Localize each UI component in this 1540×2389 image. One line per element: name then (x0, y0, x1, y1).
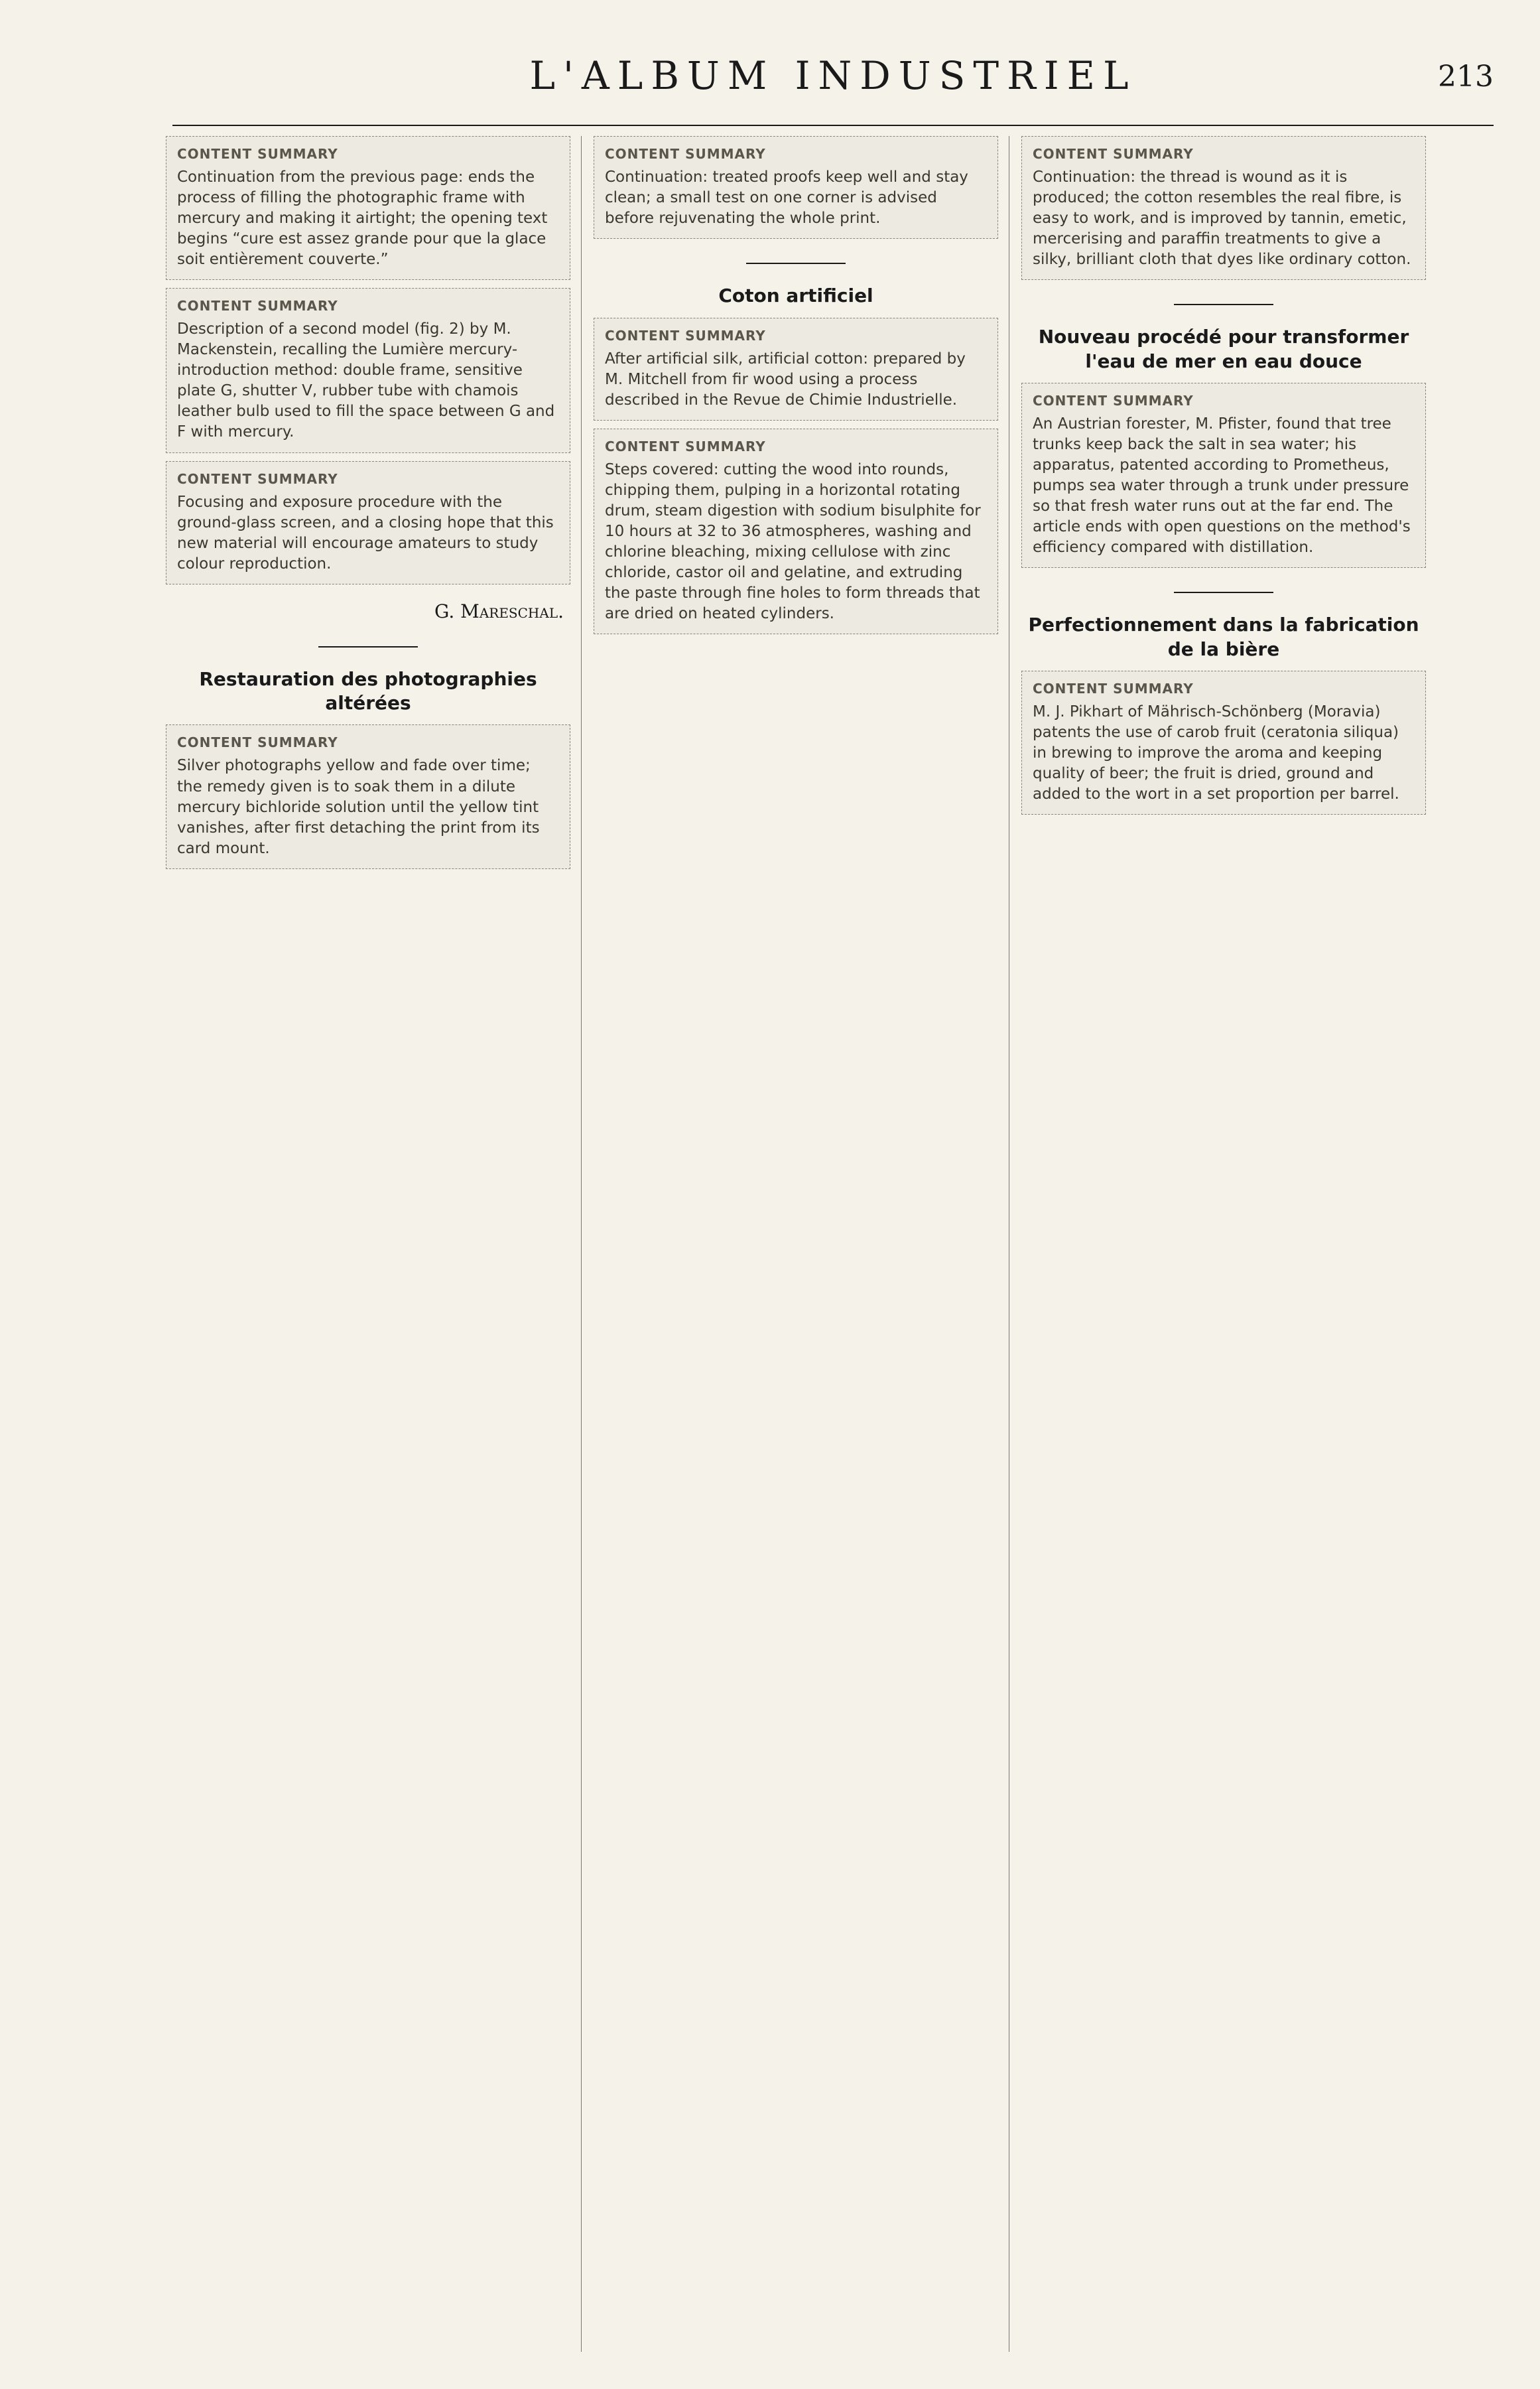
summary-tag: CONTENT SUMMARY (605, 327, 766, 344)
text-column-3 (1021, 136, 1426, 2352)
page-header (172, 46, 1494, 106)
summary-tag: CONTENT SUMMARY (605, 438, 766, 454)
section-divider (1174, 304, 1273, 305)
content-summary (166, 724, 570, 868)
article-title: Restauration des photographies altérées (199, 667, 537, 715)
section-divider (746, 263, 846, 264)
content-summary (594, 429, 998, 634)
content-summary (594, 136, 998, 239)
summary-text: M. J. Pikhart of Mährisch-Schönberg (Moravia) patents the use of carob fruit (ceratonia siliqua) in brewing to improve the aroma and keeping quality of beer; the fruit is dried, ground and added to the wort in a set proportion per barrel. (1033, 703, 1399, 803)
page-number: 213 (1438, 60, 1494, 94)
content-summary (166, 288, 570, 452)
article-signature: G. Mareschal. (434, 600, 564, 622)
content-summary (166, 136, 570, 280)
text-column-2 (594, 136, 998, 2352)
summary-text: Continuation: the thread is wound as it is produced; the cotton resembles the real fibre, is easy to work, and is improved by tannin, emetic, mercerising and paraffin treatments to give a silky, brilliant cloth that dyes like ordinary cotton. (1033, 169, 1411, 269)
content-summary (1021, 671, 1426, 815)
header-rule (172, 125, 1494, 126)
running-title: L'ALBUM INDUSTRIEL (529, 53, 1137, 98)
article-title: Perfectionnement dans la fabrication de la bière (1028, 614, 1419, 660)
summary-text: Description of a second model (fig. 2) by M. Mackenstein, recalling the Lumière mercury-introduction method: double frame, sensitive plate G, shutter V, rubber tube with chamois leather bulb used to fill the space between G and F with mercury. (177, 320, 555, 441)
content-summary (594, 318, 998, 421)
section-divider (1174, 592, 1273, 593)
content-summary (166, 461, 570, 584)
summary-text: An Austrian forester, M. Pfister, found that tree trunks keep back the salt in sea water; his apparatus, patented according to Prometheus, pumps sea water through a trunk under pressure so that fresh water runs out at the far end. The article ends with open questions on the method's efficiency compared with distillation. (1033, 415, 1411, 557)
text-column-1 (166, 136, 570, 2352)
content-summary (1021, 136, 1426, 280)
summary-tag: CONTENT SUMMARY (1033, 146, 1194, 162)
summary-tag: CONTENT SUMMARY (1033, 393, 1194, 409)
article-title: Coton artificiel (718, 285, 873, 307)
summary-text: Focusing and exposure procedure with the ground-glass screen, and a closing hope that this new material will encourage amateurs to study colour reproduction. (177, 493, 554, 573)
summary-tag: CONTENT SUMMARY (177, 146, 338, 162)
summary-text: Silver photographs yellow and fade over time; the remedy given is to soak them in a dilute mercury bichloride solution until the yellow tint vanishes, after first detaching the print from its card mount. (177, 757, 540, 857)
section-divider (318, 646, 418, 648)
summary-tag: CONTENT SUMMARY (177, 734, 338, 751)
summary-tag: CONTENT SUMMARY (177, 298, 338, 314)
summary-tag: CONTENT SUMMARY (605, 146, 766, 162)
summary-tag: CONTENT SUMMARY (1033, 681, 1194, 697)
column-separator (581, 136, 582, 2352)
summary-text: Continuation: treated proofs keep well and stay clean; a small test on one corner is advised before rejuvenating the whole print. (605, 169, 968, 228)
summary-tag: CONTENT SUMMARY (177, 470, 338, 487)
summary-text: Steps covered: cutting the wood into rounds, chipping them, pulping in a horizontal rotating drum, steam digestion with sodium bisulphite for 10 hours at 32 to 36 atmospheres, washing and chlorine bleaching, mixing cellulose with zinc chloride, castor oil and gelatine, and extruding the paste through fine holes to form threads that are dried on heated cylinders. (605, 460, 981, 622)
summary-text: After artificial silk, artificial cotton: prepared by M. Mitchell from fir wood using a process described in the Revue de Chimie Industrielle. (605, 350, 966, 409)
summary-text: Continuation from the previous page: ends the process of filling the photographic frame with mercury and making it airtight; the opening text begins “cure est assez grande pour que la glace soit entièrement couverte.” (177, 169, 548, 269)
article-title: Nouveau procédé pour transformer l'eau de mer en eau douce (1038, 326, 1409, 372)
content-summary (1021, 383, 1426, 568)
